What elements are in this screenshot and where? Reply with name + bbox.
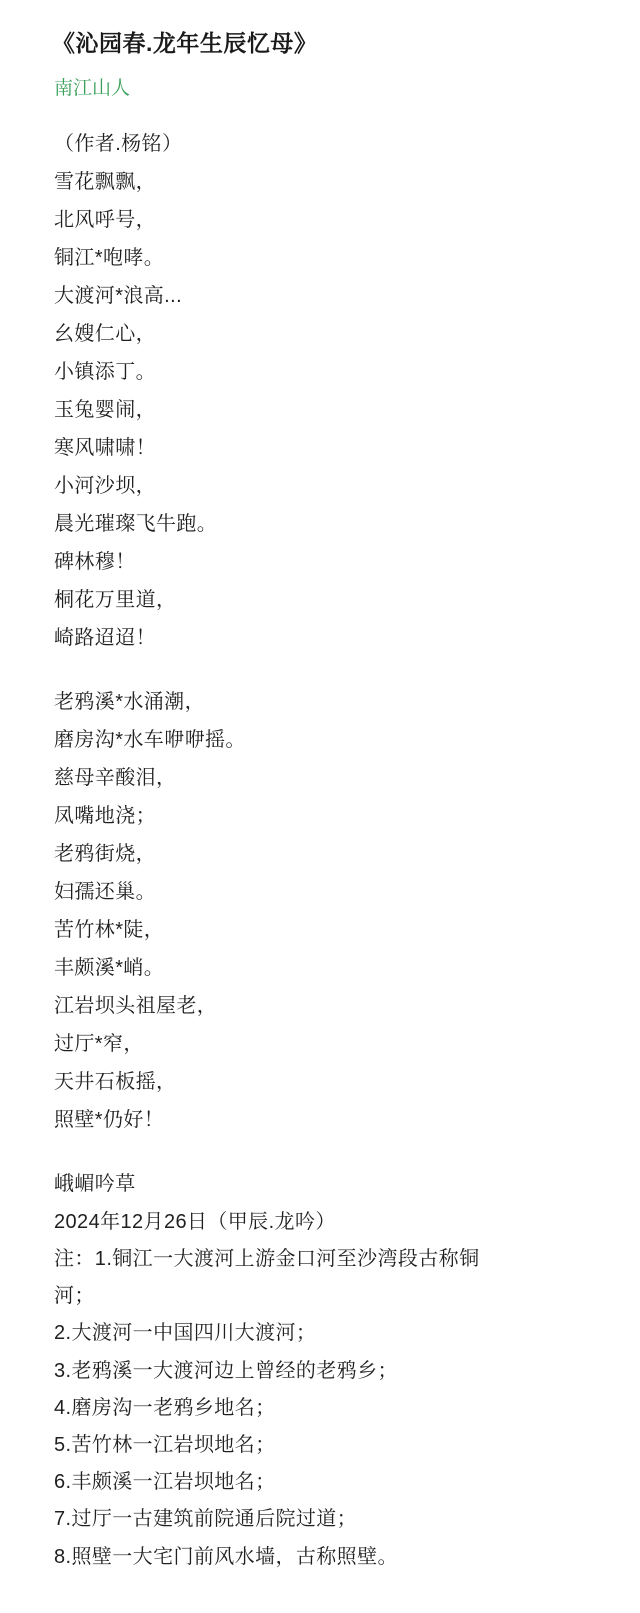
note-line: 6.丰颇溪一江岩坝地名； — [54, 1471, 276, 1494]
poem-line: 晨光璀璨飞牛跑。 — [54, 513, 218, 535]
poem-line: 小镇添丁。 — [54, 361, 156, 383]
colophon — [54, 1165, 610, 1241]
poem-line: 老鸦街烧， — [54, 843, 156, 865]
colophon-line: 峨嵋吟草 — [54, 1173, 136, 1195]
poem-line: 凤嘴地浇； — [54, 805, 156, 827]
page-title: 《沁园春.龙年生辰忆母》 — [52, 30, 318, 56]
poem-line: 幺嫂仁心， — [54, 323, 156, 345]
poem-line: 苦竹林*陡， — [54, 919, 165, 941]
author-handle: 南江山人 — [54, 77, 131, 99]
poem-line: 丰颇溪*峭。 — [54, 957, 165, 979]
stanza-spacer — [34, 657, 610, 683]
note-line: 5.苦竹林一江岩坝地名； — [54, 1433, 276, 1456]
poem-line: 江岩坝头祖屋老， — [54, 995, 218, 1017]
poem-line: 碑林穆！ — [54, 551, 136, 573]
note-line: 河； — [54, 1285, 95, 1308]
note-line: 注：1.铜江一大渡河上游金口河至沙湾段古称铜 — [54, 1248, 480, 1270]
note-line: 2.大渡河一中国四川大渡河； — [54, 1322, 317, 1345]
poem-line: 雪花飘飘， — [54, 171, 156, 193]
poem-line: 崎路迢迢！ — [54, 627, 156, 649]
poem-line: 桐花万里道， — [54, 589, 177, 611]
poem-line: 妇孺还巢。 — [54, 881, 156, 903]
poem-line: 照壁*仍好！ — [54, 1109, 165, 1131]
poem-line: 慈母辛酸泪， — [54, 767, 177, 789]
poem-line: 老鸦溪*水涌潮， — [54, 691, 205, 713]
poem-line: 大渡河*浪高... — [54, 285, 183, 307]
poem-line: 北风呼号， — [54, 209, 156, 231]
poem-line: 铜江*咆哮。 — [54, 247, 165, 269]
stanza-two — [54, 683, 610, 1139]
poem-line: （作者.杨铭） — [54, 133, 183, 155]
poem-line: 磨房沟*水车咿咿摇。 — [54, 729, 246, 751]
note-line: 3.老鸦溪一大渡河边上曾经的老鸦乡； — [54, 1359, 398, 1382]
notes-section — [54, 1241, 610, 1576]
colophon-line: 2024年12月26日（甲辰.龙吟） — [54, 1211, 336, 1233]
poem-line: 天井石板摇， — [54, 1071, 177, 1093]
poem-line: 玉兔婴闹， — [54, 399, 156, 421]
poem-line: 小河沙坝， — [54, 475, 156, 497]
colophon-spacer — [34, 1139, 610, 1165]
note-line: 7.过厅一古建筑前院通后院过道； — [54, 1508, 358, 1531]
poem-line: 寒风啸啸！ — [54, 437, 156, 459]
stanza-one — [54, 125, 610, 657]
note-line: 8.照壁一大宅门前风水墙，古称照壁。 — [54, 1545, 398, 1568]
poem-line: 过厅*窄， — [54, 1033, 144, 1055]
note-line: 4.磨房沟一老鸦乡地名； — [54, 1396, 276, 1419]
